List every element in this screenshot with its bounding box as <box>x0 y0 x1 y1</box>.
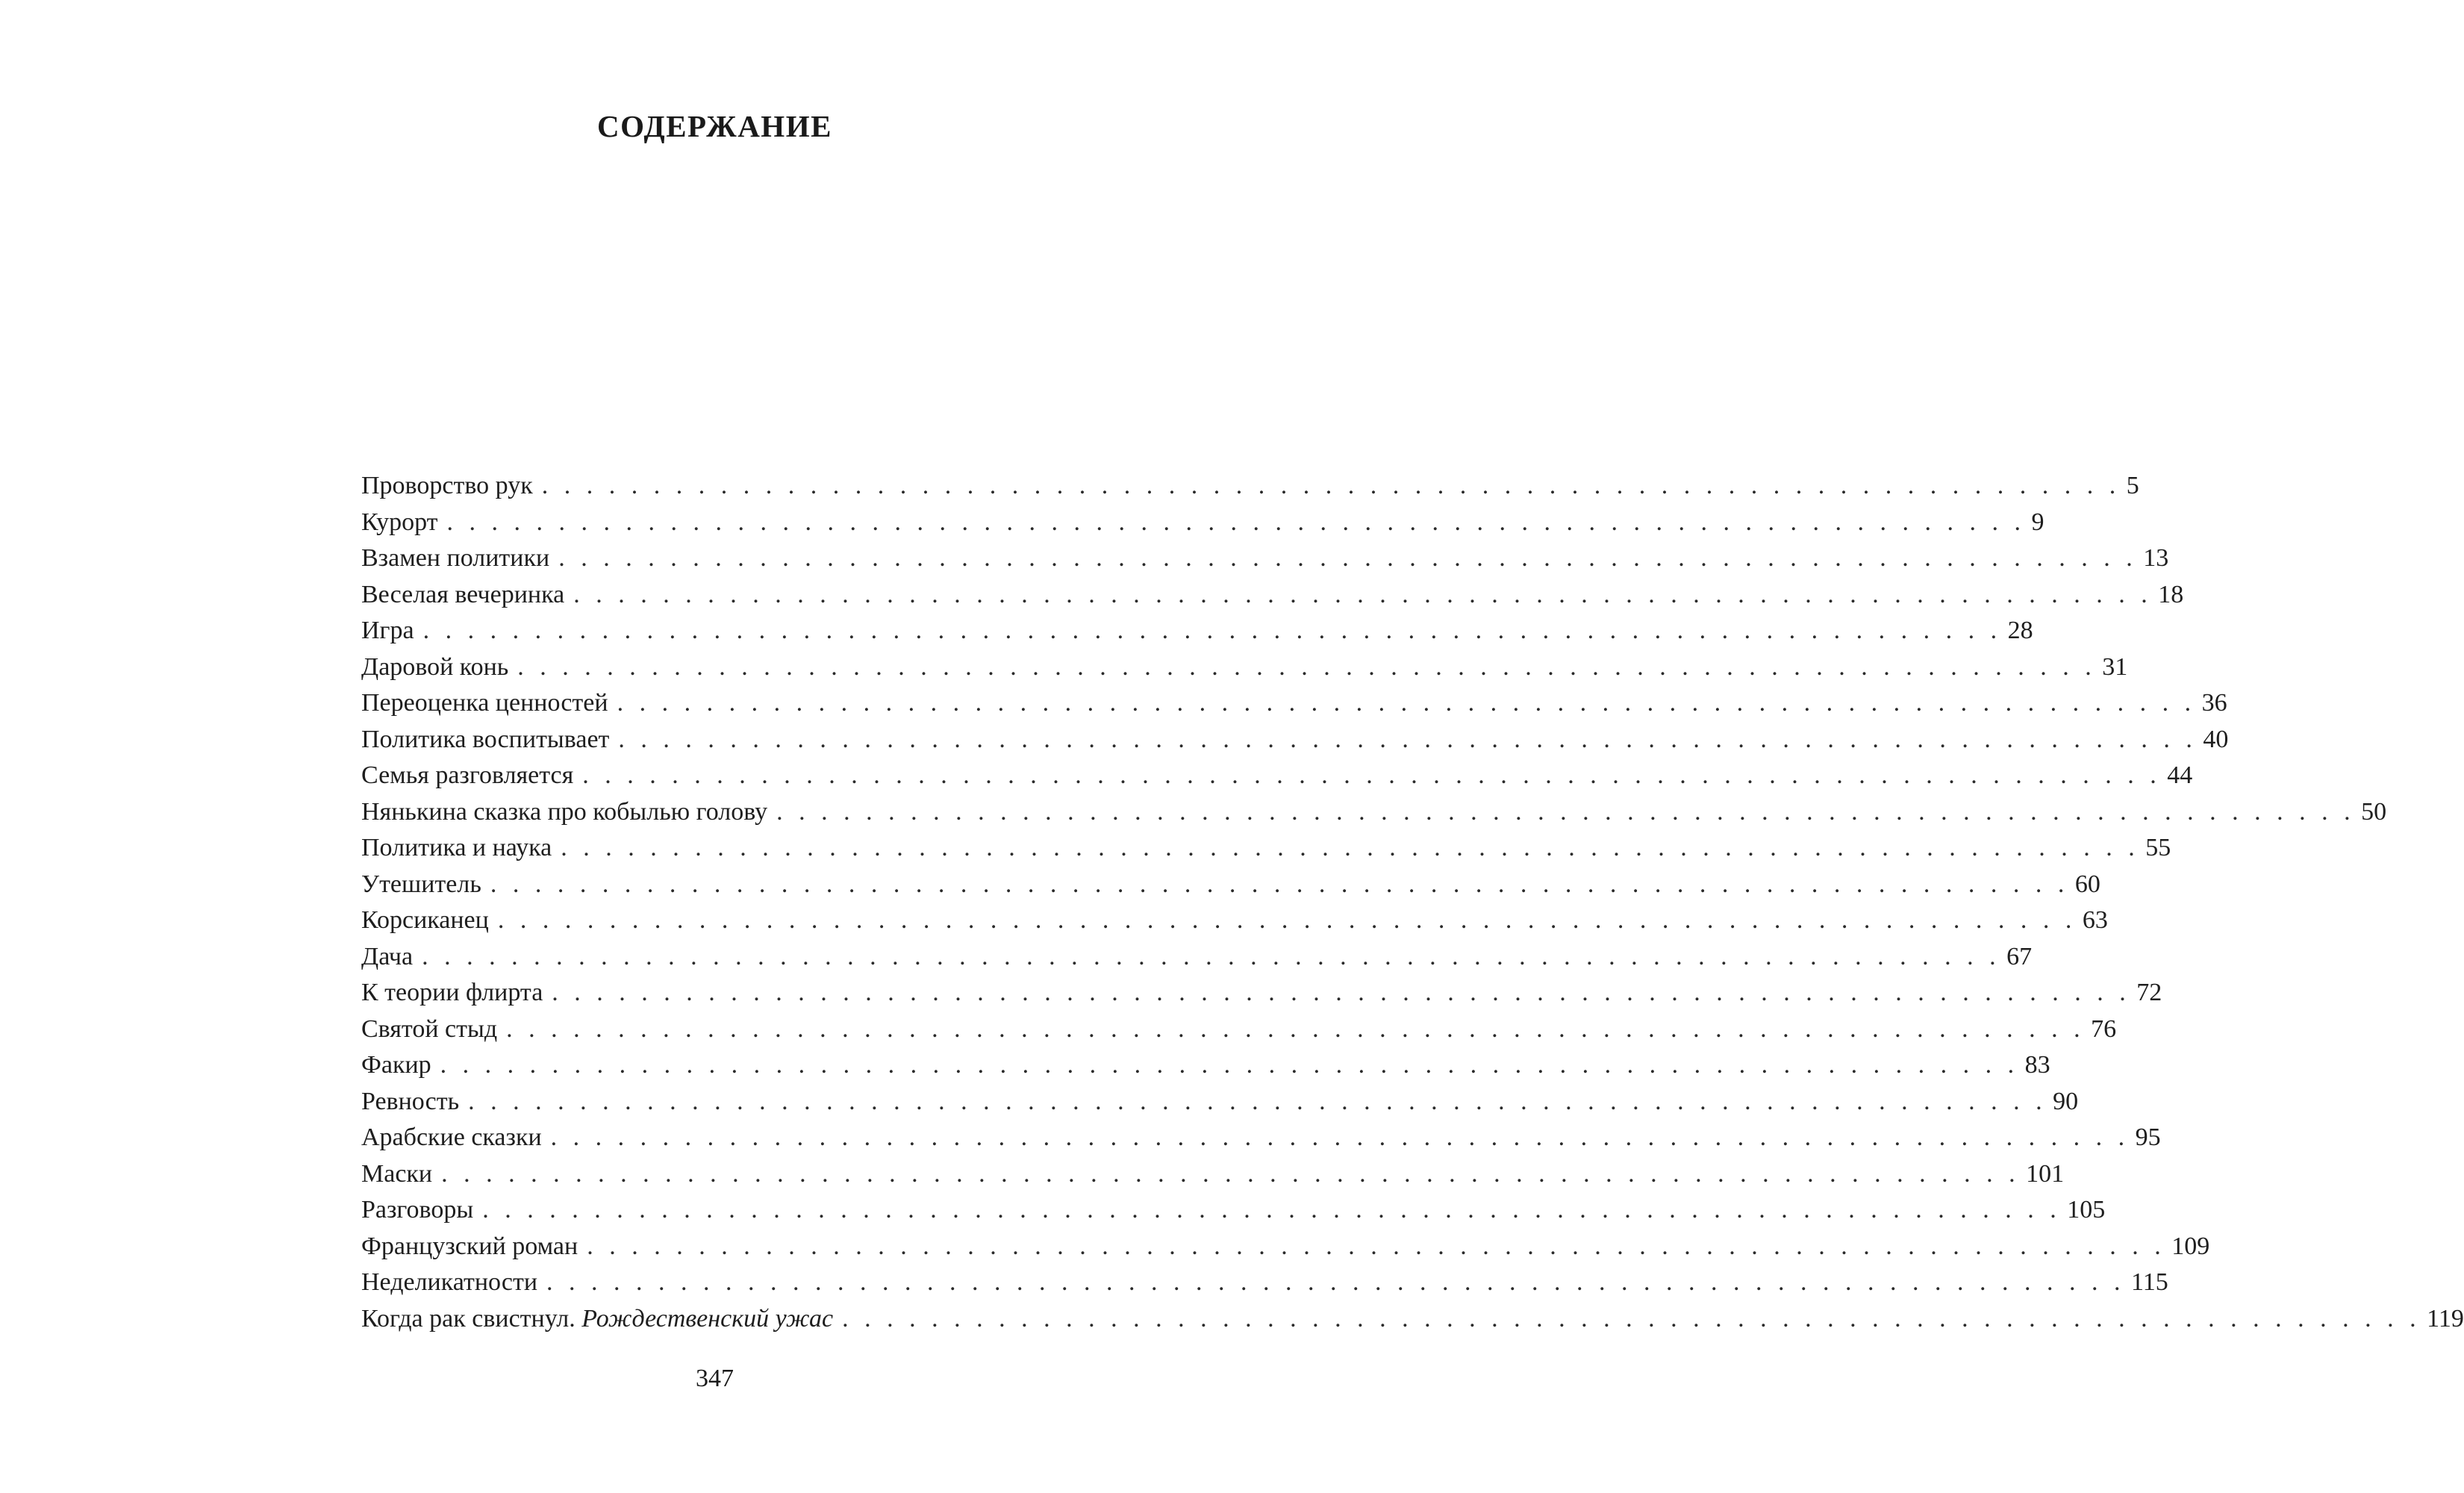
toc-entry-page: 67 <box>2006 942 2033 970</box>
toc-entry-page: 44 <box>2167 761 2193 789</box>
dot-leader: . . . . . . . . . . . . . . . . . . . . . . . . . . . . . . . . . . . . . . . . . . . . . . . . . . . . . . . . . . . . . . . . . . . . . . . <box>482 1196 2062 1224</box>
toc-entry <box>361 577 2184 614</box>
toc-entry-title <box>361 577 573 614</box>
toc-entry-title <box>361 468 542 505</box>
toc-entry-title <box>361 649 517 686</box>
dot-leader: . . . . . . . . . . . . . . . . . . . . . . . . . . . . . . . . . . . . . . . . . . . . . . . . . . . . . . . . . . . . . . . . . . . . . . . <box>550 1123 2130 1151</box>
toc-entry-title <box>361 867 490 903</box>
toc-entry-page: 18 <box>2158 580 2184 608</box>
toc-entry-title-text: Проворство рук <box>361 472 533 499</box>
toc-entry <box>361 1265 2168 1301</box>
toc-entry-title <box>361 1229 587 1265</box>
toc-entry <box>361 468 2139 505</box>
toc-entry-page: 72 <box>2136 979 2162 1006</box>
toc-entry-title <box>361 794 776 831</box>
toc-entry-title-text: Даровой конь <box>361 652 509 681</box>
dot-leader: . . . . . . . . . . . . . . . . . . . . . . . . . . . . . . . . . . . . . . . . . . . . . . . . . . . . . . . . . . . . . . . . . . . . . . . <box>617 689 2196 717</box>
toc-entry <box>361 649 2128 686</box>
toc-entry-page: 55 <box>2145 834 2171 861</box>
toc-entry-page: 101 <box>2026 1159 2065 1188</box>
page-title: СОДЕРЖАНИЕ <box>597 109 832 144</box>
toc-entry-title-text: Семья разговляется <box>361 761 574 789</box>
dot-leader: . . . . . . . . . . . . . . . . . . . . . . . . . . . . . . . . . . . . . . . . . . . . . . . . . . . . . . . . . . . . . . . . . . . . . . . <box>441 1159 2021 1188</box>
dot-leader: . . . . . . . . . . . . . . . . . . . . . . . . . . . . . . . . . . . . . . . . . . . . . . . . . . . . . . . . . . . . . . . . . . . . . . . <box>561 834 2140 861</box>
toc-entry <box>361 1229 2210 1265</box>
toc-entry-page: 105 <box>2067 1196 2106 1224</box>
toc-entry <box>361 1047 2050 1084</box>
toc-entry-title <box>361 1301 842 1338</box>
dot-leader: . . . . . . . . . . . . . . . . . . . . . . . . . . . . . . . . . . . . . . . . . . . . . . . . . . . . . . . . . . . . . . . . . . . . . . . <box>582 761 2162 789</box>
dot-leader: . . . . . . . . . . . . . . . . . . . . . . . . . . . . . . . . . . . . . . . . . . . . . . . . . . . . . . . . . . . . . . . . . . . . . . . <box>618 725 2198 753</box>
toc-entry-page: 9 <box>2031 508 2045 536</box>
toc-entry-title <box>361 1084 468 1120</box>
toc-entry-title <box>361 1192 482 1229</box>
dot-leader: . . . . . . . . . . . . . . . . . . . . . . . . . . . . . . . . . . . . . . . . . . . . . . . . . . . . . . . . . . . . . . . . . . . . . . . <box>440 1051 2019 1079</box>
toc-entry-title <box>361 505 447 541</box>
toc-entry-title <box>361 903 498 939</box>
toc-entry-title <box>361 722 618 758</box>
dot-leader: . . . . . . . . . . . . . . . . . . . . . . . . . . . . . . . . . . . . . . . . . . . . . . . . . . . . . . . . . . . . . . . . . . . . . . . <box>776 797 2356 826</box>
dot-leader: . . . . . . . . . . . . . . . . . . . . . . . . . . . . . . . . . . . . . . . . . . . . . . . . . . . . . . . . . . . . . . . . . . . . . . . <box>490 870 2069 898</box>
dot-leader: . . . . . . . . . . . . . . . . . . . . . . . . . . . . . . . . . . . . . . . . . . . . . . . . . . . . . . . . . . . . . . . . . . . . . . . <box>541 472 2121 499</box>
table-of-contents <box>361 468 2464 1337</box>
dot-leader: . . . . . . . . . . . . . . . . . . . . . . . . . . . . . . . . . . . . . . . . . . . . . . . . . . . . . . . . . . . . . . . . . . . . . . . <box>517 652 2097 681</box>
toc-entry <box>361 975 2162 1012</box>
toc-entry-title <box>361 540 558 577</box>
toc-entry <box>361 867 2100 903</box>
dot-leader: . . . . . . . . . . . . . . . . . . . . . . . . . . . . . . . . . . . . . . . . . . . . . . . . . . . . . . . . . . . . . . . . . . . . . . . <box>558 544 2138 572</box>
toc-entry-title-text: Маски <box>361 1159 433 1188</box>
toc-entry-page: 95 <box>2135 1123 2161 1151</box>
toc-entry-page: 109 <box>2171 1232 2210 1260</box>
toc-entry-page: 40 <box>2203 725 2229 753</box>
toc-entry-title-text: Нянькина сказка про кобылью голову <box>361 797 768 826</box>
toc-entry-title <box>361 975 552 1012</box>
toc-entry-title <box>361 830 561 867</box>
toc-entry-title-text: К теории флирта <box>361 979 543 1006</box>
toc-entry-page: 76 <box>2091 1014 2117 1043</box>
toc-entry-page: 60 <box>2074 870 2100 898</box>
dot-leader: . . . . . . . . . . . . . . . . . . . . . . . . . . . . . . . . . . . . . . . . . . . . . . . . . . . . . . . . . . . . . . . . . . . . . . . <box>552 979 2131 1006</box>
toc-entry <box>361 1120 2161 1156</box>
toc-entry-title-text: Курорт <box>361 508 438 536</box>
dot-leader: . . . . . . . . . . . . . . . . . . . . . . . . . . . . . . . . . . . . . . . . . . . . . . . . . . . . . . . . . . . . . . . . . . . . . . . <box>587 1232 2166 1260</box>
toc-entry <box>361 794 2387 831</box>
toc-entry <box>361 722 2229 758</box>
toc-entry-title-text: Святой стыд <box>361 1014 498 1043</box>
dot-leader: . . . . . . . . . . . . . . . . . . . . . . . . . . . . . . . . . . . . . . . . . . . . . . . . . . . . . . . . . . . . . . . . . . . . . . . <box>842 1304 2421 1333</box>
toc-entry-page: 50 <box>2361 797 2387 826</box>
toc-entry-title <box>361 1047 440 1084</box>
toc-entry-title <box>361 1265 546 1301</box>
toc-entry-title-text: Веселая вечеринка <box>361 580 565 608</box>
toc-entry-page: 28 <box>2007 617 2033 644</box>
toc-entry-page: 83 <box>2024 1051 2050 1079</box>
dot-leader: . . . . . . . . . . . . . . . . . . . . . . . . . . . . . . . . . . . . . . . . . . . . . . . . . . . . . . . . . . . . . . . . . . . . . . . <box>422 617 2002 644</box>
page-number: 347 <box>696 1365 734 1392</box>
dot-leader: . . . . . . . . . . . . . . . . . . . . . . . . . . . . . . . . . . . . . . . . . . . . . . . . . . . . . . . . . . . . . . . . . . . . . . . <box>546 1268 2126 1296</box>
toc-entry-title <box>361 685 617 722</box>
toc-entry-title <box>361 613 423 649</box>
toc-entry <box>361 1012 2117 1048</box>
toc-entry-subtitle: Рождественский ужас <box>581 1304 834 1333</box>
toc-entry-title <box>361 939 422 976</box>
dot-leader: . . . . . . . . . . . . . . . . . . . . . . . . . . . . . . . . . . . . . . . . . . . . . . . . . . . . . . . . . . . . . . . . . . . . . . . <box>573 580 2153 608</box>
toc-entry-title-text: Корсиканец <box>361 906 489 934</box>
toc-entry <box>361 1192 2106 1229</box>
toc-entry <box>361 540 2169 577</box>
toc-entry-title <box>361 1012 506 1048</box>
dot-leader: . . . . . . . . . . . . . . . . . . . . . . . . . . . . . . . . . . . . . . . . . . . . . . . . . . . . . . . . . . . . . . . . . . . . . . . <box>497 906 2077 934</box>
toc-entry-title-text: Ревность <box>361 1087 460 1115</box>
toc-entry-title-text: Политика воспитывает <box>361 725 610 753</box>
toc-entry-title-text: Арабские сказки <box>361 1123 542 1151</box>
toc-entry-title-text: Французский роман <box>361 1232 578 1260</box>
toc-entry <box>361 903 2108 939</box>
toc-entry-page: 13 <box>2143 544 2169 572</box>
toc-entry-title <box>361 758 582 794</box>
toc-entry <box>361 1156 2065 1193</box>
dot-leader: . . . . . . . . . . . . . . . . . . . . . . . . . . . . . . . . . . . . . . . . . . . . . . . . . . . . . . . . . . . . . . . . . . . . . . . <box>506 1014 2086 1043</box>
toc-entry <box>361 613 2033 649</box>
toc-entry-title <box>361 1120 551 1156</box>
toc-entry-title-text: Дача <box>361 942 414 970</box>
toc-entry-page: 36 <box>2201 689 2227 717</box>
toc-entry-title-text: Политика и наука <box>361 834 552 861</box>
toc-entry <box>361 1084 2079 1120</box>
toc-entry-page: 31 <box>2102 652 2128 681</box>
toc-entry-page: 5 <box>2126 472 2139 499</box>
toc-entry-title-text: Переоценка ценностей <box>361 689 608 717</box>
dot-leader: . . . . . . . . . . . . . . . . . . . . . . . . . . . . . . . . . . . . . . . . . . . . . . . . . . . . . . . . . . . . . . . . . . . . . . . <box>422 942 2001 970</box>
toc-entry <box>361 939 2033 976</box>
toc-entry <box>361 830 2171 867</box>
toc-entry-page: 90 <box>2053 1087 2079 1115</box>
toc-entry-title-text: Игра <box>361 617 414 644</box>
toc-entry-page: 63 <box>2082 906 2108 934</box>
toc-entry-title-text: Утешитель <box>361 870 481 898</box>
toc-entry <box>361 1301 2464 1338</box>
toc-entry <box>361 685 2227 722</box>
dot-leader: . . . . . . . . . . . . . . . . . . . . . . . . . . . . . . . . . . . . . . . . . . . . . . . . . . . . . . . . . . . . . . . . . . . . . . . <box>446 508 2026 536</box>
dot-leader: . . . . . . . . . . . . . . . . . . . . . . . . . . . . . . . . . . . . . . . . . . . . . . . . . . . . . . . . . . . . . . . . . . . . . . . <box>468 1087 2047 1115</box>
toc-entry-page: 115 <box>2131 1268 2168 1296</box>
toc-entry-title-text: Взамен политики <box>361 544 550 572</box>
toc-entry-title-text: Разговоры <box>361 1196 474 1224</box>
toc-entry-title-text: Неделикатности <box>361 1268 538 1296</box>
toc-entry-title <box>361 1156 441 1193</box>
toc-entry <box>361 758 2193 794</box>
toc-entry-title-text: Когда рак свистнул. <box>361 1304 576 1333</box>
toc-entry-page: 119 <box>2427 1304 2464 1333</box>
toc-entry <box>361 505 2045 541</box>
toc-entry-title-text: Факир <box>361 1051 431 1079</box>
